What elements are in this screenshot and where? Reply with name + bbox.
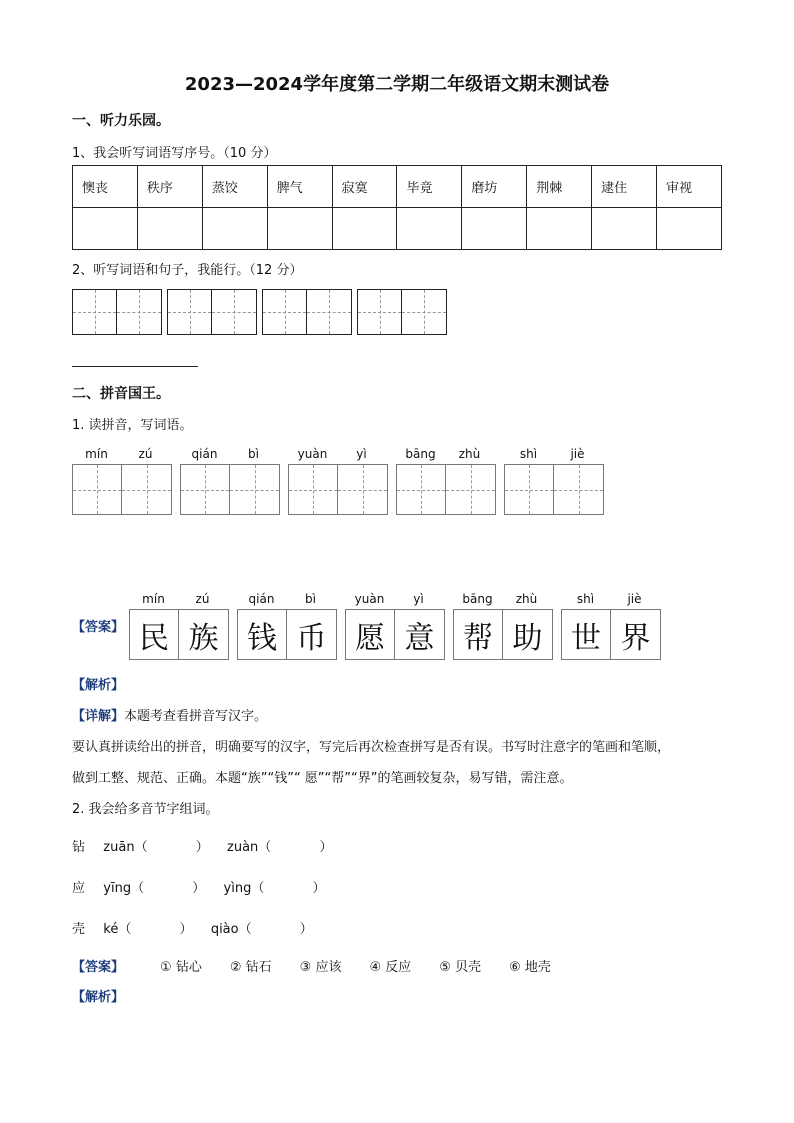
answer-number: ④ — [369, 960, 382, 975]
poly-char: 钻 — [72, 840, 86, 855]
writing-grid[interactable] — [357, 289, 447, 335]
answer-word: 贝壳 — [455, 960, 482, 975]
answer-cell[interactable] — [202, 208, 267, 250]
poly-pinyin: ké（ — [103, 922, 132, 937]
question-1-2: 2、听写词语和句子，我能行。（12 分） — [72, 263, 303, 278]
detail-line — [72, 705, 267, 724]
writing-grid[interactable] — [262, 289, 352, 335]
analysis-label: 【解析】 — [72, 678, 125, 693]
word-cell: 蒸饺 — [202, 166, 267, 208]
poly-pinyin: zuān（ — [103, 840, 148, 855]
answer-number: ① — [160, 960, 172, 975]
word-cell: 懊丧 — [73, 166, 138, 208]
detail-text: 本题考查看拼音写汉字。 — [124, 709, 268, 724]
answer-number: ③ — [299, 960, 312, 975]
pinyin-label: mín — [142, 592, 165, 606]
word-cell: 磨坊 — [462, 166, 527, 208]
pinyin-label: qián — [191, 447, 218, 461]
answer-item — [369, 956, 411, 975]
writing-grid[interactable] — [396, 464, 496, 515]
pinyin-label: qián — [248, 592, 275, 606]
writing-grid[interactable] — [504, 464, 604, 515]
word-cell: 寂寞 — [332, 166, 397, 208]
analysis-label: 【解析】 — [72, 990, 125, 1005]
pinyin-label: yuàn — [354, 592, 385, 606]
answer-cell[interactable] — [462, 208, 527, 250]
explanation-para-2: 做到工整、规范、正确。本题“族”“钱”“ 愿”“帮”“界”的笔画较复杂，易写错，需注意。 — [72, 771, 573, 786]
poly-pinyin: yīng（ — [103, 881, 145, 896]
pinyin-label: yì — [356, 447, 367, 461]
answer-number: ② — [229, 960, 242, 975]
question-2-2: 2. 我会给多音节字组词。 — [72, 802, 219, 817]
answer-grid — [561, 609, 661, 660]
answer-word: 钻石 — [245, 960, 272, 975]
pinyin-label: zú — [195, 592, 210, 606]
answer-grid — [237, 609, 337, 660]
answer-char: 帮 — [463, 620, 493, 656]
writing-grid[interactable] — [180, 464, 280, 515]
answer-char: 钱 — [247, 620, 277, 656]
pinyin-label: mín — [85, 447, 108, 461]
answer-item — [230, 956, 272, 975]
pinyin-label: yuàn — [297, 447, 328, 461]
answer-char: 世 — [571, 620, 601, 656]
answer-cell[interactable] — [73, 208, 138, 250]
answer-cell[interactable] — [527, 208, 592, 250]
pinyin-label: zhù — [458, 447, 481, 461]
pinyin-label: shì — [519, 447, 538, 461]
pinyin-label: bāng — [405, 447, 436, 461]
answer-item — [300, 956, 342, 975]
answer-cell[interactable] — [397, 208, 462, 250]
answer-char: 愿 — [355, 620, 385, 656]
answer-char: 币 — [296, 620, 327, 656]
answer-cell[interactable] — [332, 208, 397, 250]
poly-char: 应 — [72, 881, 86, 896]
pinyin-label: shì — [576, 592, 595, 606]
page-title: 2023—2024学年度第二学期二年级语文期末测试卷 — [184, 74, 610, 95]
word-cell: 毕竟 — [397, 166, 462, 208]
writing-grid[interactable] — [167, 289, 257, 335]
poly-pinyin: zuàn（ — [227, 840, 272, 855]
answer-char: 族 — [188, 620, 219, 656]
answer-label: 【答案】 — [72, 960, 125, 975]
writing-grid[interactable] — [72, 289, 162, 335]
answer-number: ⑤ — [439, 960, 451, 975]
answer-word: 钻心 — [175, 960, 202, 975]
poly-row — [72, 877, 325, 896]
answer-cell[interactable] — [657, 208, 722, 250]
question-2-1: 1. 读拼音，写词语。 — [72, 418, 193, 433]
question-1-1: 1、我会听写词语写序号。（10 分） — [72, 146, 277, 161]
answer-word: 应该 — [315, 960, 342, 975]
word-cell: 脾气 — [267, 166, 332, 208]
word-table — [72, 165, 722, 250]
close-paren: ） — [312, 881, 326, 896]
pinyin-label: jiè — [570, 447, 585, 461]
answer-item — [509, 956, 551, 975]
answer-word: 反应 — [385, 960, 412, 975]
pinyin-label: jiè — [627, 592, 642, 606]
poly-pinyin: yìng（ — [223, 881, 265, 896]
poly-char: 壳 — [72, 922, 86, 937]
pinyin-label: bì — [248, 447, 259, 461]
answer-number: ⑥ — [509, 960, 521, 975]
close-paren: ） — [192, 881, 206, 896]
close-paren: ） — [179, 922, 193, 937]
pinyin-label: yì — [413, 592, 424, 606]
poly-row — [72, 836, 332, 855]
poly-pinyin: qiào（ — [210, 922, 252, 937]
pinyin-label: zú — [138, 447, 153, 461]
pinyin-label: bāng — [462, 592, 493, 606]
answer-char: 界 — [620, 620, 651, 656]
close-paren: ） — [195, 840, 209, 855]
answer-cell[interactable] — [592, 208, 657, 250]
answer-grid — [345, 609, 445, 660]
table-row — [73, 208, 722, 250]
divider-line — [72, 366, 198, 367]
table-row — [73, 166, 722, 208]
word-cell: 荆棘 — [527, 166, 592, 208]
writing-grid[interactable] — [288, 464, 388, 515]
section2-heading: 二、拼音国王。 — [72, 386, 170, 402]
answer-cell[interactable] — [137, 208, 202, 250]
detail-label: 【详解】 — [72, 709, 125, 724]
answer-label: 【答案】 — [72, 620, 125, 635]
close-paren: ） — [299, 922, 313, 937]
pinyin-label: bì — [305, 592, 316, 606]
writing-grid[interactable] — [72, 464, 172, 515]
answer-char: 意 — [404, 620, 435, 656]
answer-cell[interactable] — [267, 208, 332, 250]
close-paren: ） — [319, 840, 333, 855]
pinyin-label: zhù — [515, 592, 538, 606]
answer-grid — [129, 609, 229, 660]
word-cell: 逮住 — [592, 166, 657, 208]
answers-row — [72, 956, 551, 975]
poly-row — [72, 918, 313, 937]
section1-heading: 一、听力乐园。 — [72, 113, 170, 129]
answer-item — [439, 956, 481, 975]
answer-word: 地壳 — [524, 960, 551, 975]
explanation-para-1: 要认真拼读给出的拼音，明确要写的汉字，写完后再次检查拼写是否有误。书写时注意字的笔画和笔顺， — [72, 740, 671, 755]
answer-char: 民 — [139, 620, 169, 656]
answer-grid — [453, 609, 553, 660]
word-cell: 秩序 — [137, 166, 202, 208]
answer-item — [160, 956, 202, 975]
answer-char: 助 — [512, 620, 543, 656]
word-cell: 审视 — [657, 166, 722, 208]
